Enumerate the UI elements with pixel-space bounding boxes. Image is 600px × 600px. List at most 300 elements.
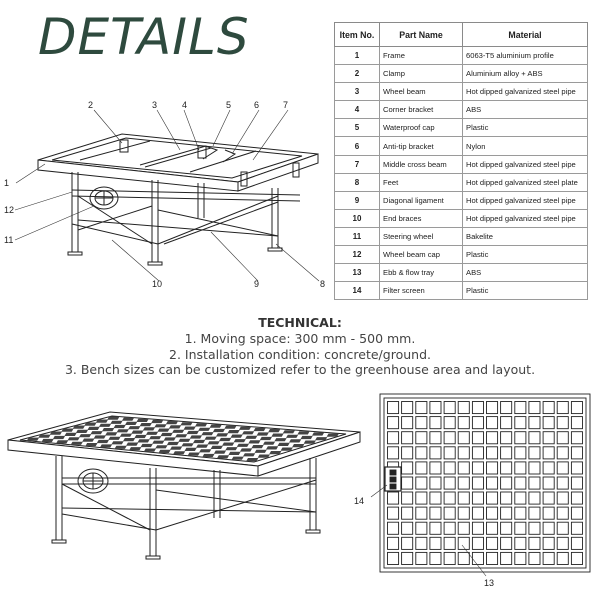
plan-cell xyxy=(571,462,582,474)
tray-cell xyxy=(251,445,263,448)
plan-cell xyxy=(416,447,427,459)
tray-cell xyxy=(225,447,237,450)
plan-cell xyxy=(416,462,427,474)
item-no-cell: 10 xyxy=(335,209,380,227)
plan-cell xyxy=(430,477,441,489)
plan-cell xyxy=(430,537,441,549)
tray-cell xyxy=(269,451,281,454)
plan-cell xyxy=(472,492,483,504)
callout-4: 4 xyxy=(182,100,188,110)
tray-cell xyxy=(173,451,185,454)
plan-cell xyxy=(557,552,568,564)
plan-cell xyxy=(444,477,455,489)
plan-cell xyxy=(416,477,427,489)
tray-cell xyxy=(141,444,153,447)
tray-cell xyxy=(190,435,202,438)
plan-cell xyxy=(557,492,568,504)
plan-cell xyxy=(430,447,441,459)
plan-cell xyxy=(557,462,568,474)
tray-cell xyxy=(254,428,266,431)
tray-cell xyxy=(242,431,254,434)
tray-cell xyxy=(198,428,210,431)
plan-cell xyxy=(458,462,469,474)
callout-3: 3 xyxy=(152,100,158,110)
tray-cell xyxy=(315,437,327,440)
plan-cell xyxy=(430,417,441,429)
tray-cell xyxy=(61,429,73,432)
plan-cell xyxy=(529,492,540,504)
plan-cell xyxy=(416,402,427,414)
plan-cell xyxy=(402,477,413,489)
plan-cell xyxy=(543,537,554,549)
technical-line-2: 2. Installation condition: concrete/ground. xyxy=(169,347,431,362)
plan-cell xyxy=(458,417,469,429)
tray-cell xyxy=(151,420,163,423)
tray-cell xyxy=(170,447,182,450)
plan-cell xyxy=(557,522,568,534)
material-cell: Hot dipped galvanized steel plate xyxy=(463,173,588,191)
item-no-cell: 6 xyxy=(335,137,380,155)
plan-cell xyxy=(529,402,540,414)
plan-cell xyxy=(402,537,413,549)
material-cell: Bakelite xyxy=(463,227,588,245)
tray-cell xyxy=(304,441,316,444)
plan-cell xyxy=(515,477,526,489)
plan-cell xyxy=(557,477,568,489)
plan-cell xyxy=(515,537,526,549)
tray-cell xyxy=(94,435,106,438)
plan-cell xyxy=(543,552,554,564)
callout-9: 9 xyxy=(254,279,260,289)
plan-cell xyxy=(416,507,427,519)
page-title: DETAILS xyxy=(38,8,250,66)
technical-line-3: 3. Bench sizes can be customized refer to the greenhouse area and layout. xyxy=(64,362,536,377)
plan-cell xyxy=(571,537,582,549)
plan-cell xyxy=(543,447,554,459)
plan-cell xyxy=(529,552,540,564)
plan-cell xyxy=(388,432,399,444)
plan-cell xyxy=(472,507,483,519)
part-name-cell: Frame xyxy=(380,47,463,65)
tray-cell xyxy=(266,446,278,449)
tray-cell xyxy=(199,449,211,452)
tray-cell xyxy=(263,442,275,445)
plan-cell xyxy=(529,507,540,519)
tray-cell xyxy=(281,448,293,451)
plan-cell xyxy=(416,492,427,504)
tray-cell xyxy=(202,454,214,457)
tray-cell xyxy=(138,439,150,442)
plan-cell xyxy=(487,552,498,564)
tray-cell xyxy=(146,432,158,435)
plan-cell xyxy=(487,432,498,444)
plan-cell xyxy=(515,432,526,444)
plan-callout-leaders xyxy=(371,485,486,576)
tray-cell xyxy=(255,450,267,453)
tray-cell xyxy=(213,429,225,432)
part-name-cell: Diagonal ligament xyxy=(380,191,463,209)
plan-cell xyxy=(402,462,413,474)
plan-cell xyxy=(487,462,498,474)
tray-cell xyxy=(271,434,283,437)
tray-cell xyxy=(114,425,126,428)
callout-6: 6 xyxy=(254,100,260,110)
tray-cell xyxy=(82,439,94,442)
tray-cell xyxy=(222,443,234,446)
tray-cell xyxy=(27,438,39,441)
plan-cell xyxy=(444,417,455,429)
plan-cell xyxy=(458,492,469,504)
plan-cell xyxy=(543,462,554,474)
plan-cell xyxy=(487,537,498,549)
plan-cell xyxy=(416,417,427,429)
plan-cell xyxy=(501,447,512,459)
tray-cell xyxy=(300,436,312,439)
material-cell: ABS xyxy=(463,101,588,119)
tray-cell xyxy=(71,442,83,445)
plan-cell xyxy=(529,417,540,429)
plan-cell xyxy=(444,432,455,444)
plan-cell xyxy=(543,417,554,429)
callout-13: 13 xyxy=(484,578,495,588)
tray-cell xyxy=(195,423,207,426)
tray-cell xyxy=(73,426,85,429)
plan-cell xyxy=(472,417,483,429)
part-name-cell: Clamp xyxy=(380,65,463,83)
plan-cell xyxy=(402,447,413,459)
plan-cell xyxy=(487,522,498,534)
material-cell: Hot dipped galvanized steel pipe xyxy=(463,191,588,209)
material-cell: Plastic xyxy=(463,282,588,300)
plan-cell xyxy=(458,552,469,564)
callout-11: 11 xyxy=(4,235,14,245)
tray-cell xyxy=(230,435,242,438)
tray-cell xyxy=(56,440,68,443)
tray-cell xyxy=(107,417,119,420)
tray-cell xyxy=(312,432,324,435)
tray-cell xyxy=(224,426,236,429)
plan-cell xyxy=(543,492,554,504)
plan-cell xyxy=(472,522,483,534)
plan-cell xyxy=(444,462,455,474)
part-name-cell: Feet xyxy=(380,173,463,191)
tray-cell xyxy=(292,444,304,447)
plan-cell xyxy=(557,402,568,414)
material-cell: Plastic xyxy=(463,119,588,137)
plan-cell xyxy=(571,492,582,504)
callout-12: 12 xyxy=(4,205,15,215)
plan-outer-frame xyxy=(380,394,590,572)
plan-cell xyxy=(571,552,582,564)
tray-cell xyxy=(110,421,122,424)
plan-cell xyxy=(529,462,540,474)
callout-10: 10 xyxy=(152,279,163,289)
tray-cell xyxy=(155,445,167,448)
plan-cell xyxy=(472,552,483,564)
plan-cell xyxy=(430,492,441,504)
tray-cell xyxy=(184,427,196,430)
tray-cell xyxy=(158,450,170,453)
tray-cell xyxy=(175,434,187,437)
plan-cell xyxy=(388,552,399,564)
plan-cell xyxy=(458,402,469,414)
tray-cell xyxy=(297,431,309,434)
plan-cell xyxy=(402,432,413,444)
tray-cell xyxy=(196,445,208,448)
plan-cell xyxy=(571,402,582,414)
plan-cell xyxy=(402,552,413,564)
callout-5: 5 xyxy=(226,100,232,110)
plan-cell xyxy=(388,492,399,504)
plan-cell xyxy=(487,477,498,489)
tray-cell xyxy=(87,427,99,430)
tray-cell xyxy=(108,437,120,440)
tray-cell xyxy=(99,424,111,427)
part-name-cell: Corner bracket xyxy=(380,101,463,119)
plan-cell xyxy=(402,507,413,519)
plan-cell xyxy=(458,522,469,534)
tray-cell xyxy=(115,446,127,449)
plan-cell xyxy=(444,402,455,414)
tray-cell xyxy=(117,429,129,432)
material-cell: Plastic xyxy=(463,246,588,264)
tray-cell xyxy=(157,429,169,432)
tray-cell xyxy=(248,440,260,443)
plan-cell xyxy=(543,432,554,444)
plan-cell xyxy=(487,402,498,414)
plan-cells xyxy=(388,402,583,565)
tray-cell xyxy=(123,438,135,441)
material-cell: Hot dipped galvanized steel pipe xyxy=(463,209,588,227)
callout-14: 14 xyxy=(354,496,365,506)
plan-cell xyxy=(444,447,455,459)
plan-cell xyxy=(388,417,399,429)
tray-cell xyxy=(228,452,240,455)
plan-cell xyxy=(571,432,582,444)
plan-cell xyxy=(515,417,526,429)
plan-view-drawing xyxy=(380,394,590,572)
tray-cell xyxy=(149,436,161,439)
tray-cell xyxy=(216,433,228,436)
plan-cell xyxy=(402,522,413,534)
tray-cell xyxy=(181,443,193,446)
item-no-cell: 8 xyxy=(335,173,380,191)
tray-cell xyxy=(105,432,117,435)
plan-cell xyxy=(501,492,512,504)
plan-cell xyxy=(430,522,441,534)
plan-cell xyxy=(416,552,427,564)
tray-cell xyxy=(143,427,155,430)
plan-cell xyxy=(501,477,512,489)
part-name-cell: Wheel beam xyxy=(380,83,463,101)
plan-cell xyxy=(501,432,512,444)
item-no-cell: 14 xyxy=(335,282,380,300)
plan-cell xyxy=(416,522,427,534)
technical-heading: TECHNICAL: xyxy=(258,315,342,330)
plan-cell xyxy=(388,447,399,459)
item-no-cell: 7 xyxy=(335,155,380,173)
tray-cell xyxy=(166,421,178,424)
plan-cell xyxy=(402,492,413,504)
plan-cell xyxy=(515,552,526,564)
top-callout-leaders xyxy=(15,110,319,281)
plan-cell xyxy=(571,477,582,489)
tray-cell xyxy=(154,424,166,427)
tray-cell xyxy=(211,446,223,449)
plan-cell xyxy=(388,522,399,534)
tray-cell xyxy=(128,426,140,429)
top-bench-drawing xyxy=(38,134,318,265)
plan-cell xyxy=(501,522,512,534)
plan-cell xyxy=(444,492,455,504)
plan-cell xyxy=(571,507,582,519)
plan-cell xyxy=(472,462,483,474)
plan-cell xyxy=(472,477,483,489)
tray-cell xyxy=(243,453,255,456)
plan-cell xyxy=(543,507,554,519)
tray-cell xyxy=(96,420,108,423)
plan-cell xyxy=(501,552,512,564)
tray-cell xyxy=(53,436,65,439)
tray-cell xyxy=(169,425,181,428)
tray-cell xyxy=(187,431,199,434)
plan-cell xyxy=(388,402,399,414)
plan-cell xyxy=(458,477,469,489)
tray-cell xyxy=(188,453,200,456)
plan-cell xyxy=(402,402,413,414)
tray-cell xyxy=(152,441,164,444)
tray-cell xyxy=(217,455,229,458)
tray-cell xyxy=(84,423,96,426)
tray-cell xyxy=(50,432,62,435)
plan-cell xyxy=(515,507,526,519)
part-name-cell: Filter screen xyxy=(380,282,463,300)
plan-cell xyxy=(444,507,455,519)
plan-cell xyxy=(487,447,498,459)
tray-cell xyxy=(41,439,53,442)
tray-cell xyxy=(180,422,192,425)
tray-cell xyxy=(100,444,112,447)
plan-cell xyxy=(444,522,455,534)
material-cell: Nylon xyxy=(463,137,588,155)
callout-7: 7 xyxy=(283,100,289,110)
tray-cell xyxy=(278,443,290,446)
item-no-cell: 4 xyxy=(335,101,380,119)
plan-cell xyxy=(571,417,582,429)
tray-cell xyxy=(79,434,91,437)
tray-cell xyxy=(237,444,249,447)
part-name-cell: Wheel beam cap xyxy=(380,246,463,264)
tray-cell xyxy=(268,429,280,432)
callout-2: 2 xyxy=(88,100,94,110)
tray-cell xyxy=(122,418,134,421)
plan-cell xyxy=(515,402,526,414)
item-no-cell: 5 xyxy=(335,119,380,137)
tray-cell xyxy=(219,438,231,441)
item-no-cell: 2 xyxy=(335,65,380,83)
tray-cell xyxy=(260,437,272,440)
item-no-cell: 1 xyxy=(335,47,380,65)
plan-cell xyxy=(543,477,554,489)
plan-cell xyxy=(487,492,498,504)
tray-cell xyxy=(172,430,184,433)
tray-cell xyxy=(90,431,102,434)
tray-cell xyxy=(327,434,339,437)
tray-cell xyxy=(167,442,179,445)
plan-cell xyxy=(458,432,469,444)
tray-cell xyxy=(240,448,252,451)
part-name-cell: Middle cross beam xyxy=(380,155,463,173)
plan-cell xyxy=(529,477,540,489)
tray-cell xyxy=(68,437,80,440)
plan-cell xyxy=(543,402,554,414)
plan-cell xyxy=(416,432,427,444)
tray-cell xyxy=(161,433,173,436)
tray-cell xyxy=(144,449,156,452)
plan-cell xyxy=(444,552,455,564)
plan-cell xyxy=(472,432,483,444)
technical-line-1: 1. Moving space: 300 mm - 500 mm. xyxy=(184,331,416,346)
item-no-cell: 3 xyxy=(335,83,380,101)
plan-cell xyxy=(501,537,512,549)
tray-cell xyxy=(136,419,148,422)
plan-cell xyxy=(487,417,498,429)
plan-cell xyxy=(557,537,568,549)
plan-cell xyxy=(529,522,540,534)
plan-cell xyxy=(388,507,399,519)
material-cell: Aluminium alloy + ABS xyxy=(463,65,588,83)
tray-cell xyxy=(274,438,286,441)
plan-cell xyxy=(571,447,582,459)
plan-cell xyxy=(430,552,441,564)
tray-cell xyxy=(201,432,213,435)
tray-cell xyxy=(134,435,146,438)
plan-cell xyxy=(430,462,441,474)
tray-cell xyxy=(178,439,190,442)
tray-cell xyxy=(204,437,216,440)
part-name-cell: Steering wheel xyxy=(380,227,463,245)
plan-cell xyxy=(515,492,526,504)
plan-cell xyxy=(557,432,568,444)
bottom-bench-drawing xyxy=(8,412,360,559)
plan-cell xyxy=(487,507,498,519)
tray-cell xyxy=(111,441,123,444)
tray-cell xyxy=(210,425,222,428)
tray-cell xyxy=(125,422,137,425)
tray-cell xyxy=(234,439,246,442)
tray-cell xyxy=(164,437,176,440)
material-cell: Hot dipped galvanized steel pipe xyxy=(463,155,588,173)
tray-cell xyxy=(129,447,141,450)
header-part-name: Part Name xyxy=(380,23,463,47)
tray-cell xyxy=(245,436,257,439)
item-no-cell: 11 xyxy=(335,227,380,245)
plan-cell xyxy=(571,522,582,534)
plan-cell xyxy=(430,402,441,414)
tray-cell xyxy=(64,433,76,436)
tray-cell xyxy=(76,430,88,433)
tray-cell xyxy=(140,423,152,426)
tray-cell xyxy=(126,443,138,446)
plan-cell xyxy=(557,447,568,459)
tray-cell xyxy=(120,434,132,437)
callout-8: 8 xyxy=(320,279,326,289)
plan-cell xyxy=(529,447,540,459)
plan-cell xyxy=(501,417,512,429)
material-cell: 6063-T5 aluminium profile xyxy=(463,47,588,65)
tray-cell xyxy=(38,435,50,438)
tray-cell xyxy=(97,440,109,443)
